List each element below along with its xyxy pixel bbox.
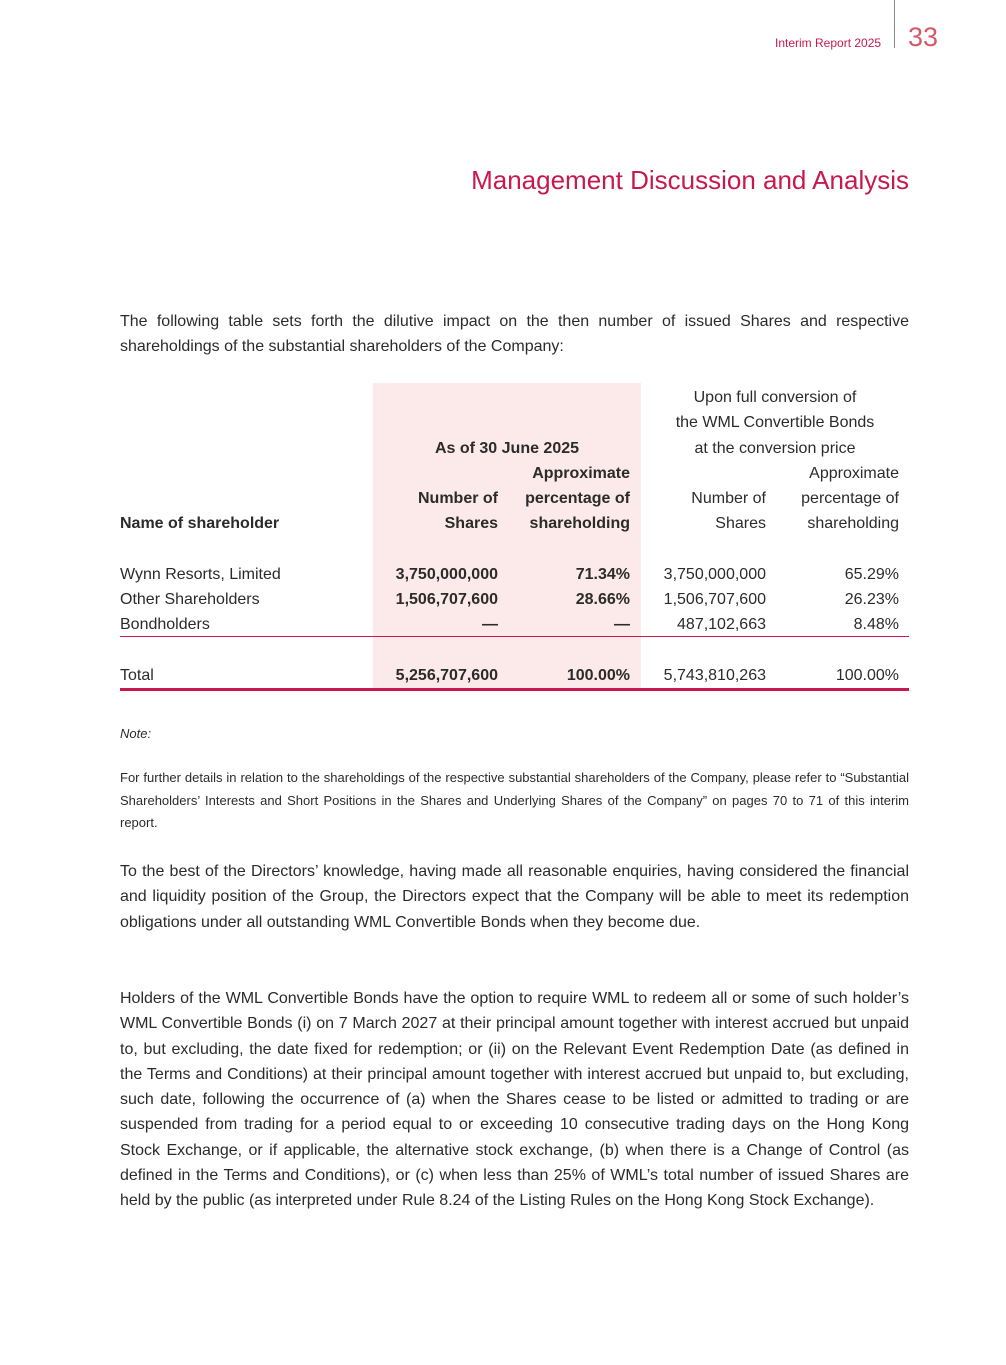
total-shares-conversion: 5,743,810,263	[663, 667, 766, 684]
total-label: Total	[120, 667, 154, 684]
name-column-header: Name of shareholder	[120, 515, 280, 532]
conversion-pct-header-line2: percentage of	[801, 490, 899, 507]
current-pct-header-line1: Approximate	[532, 465, 630, 482]
row-name: Wynn Resorts, Limited	[120, 566, 281, 583]
conversion-header-line1: Upon full conversion of	[693, 389, 857, 406]
note-label: Note:	[120, 726, 152, 741]
conversion-shares-header-line1: Number of	[691, 490, 766, 507]
subtotal-divider	[120, 636, 909, 637]
row-shares-current: 1,506,707,600	[395, 591, 498, 608]
total-pct-conversion: 100.00%	[835, 667, 899, 684]
row-pct-conversion: 26.23%	[844, 591, 899, 608]
report-name: Interim Report 2025	[775, 36, 882, 50]
intro-text: The following table sets forth the dilutive impact on the then number of issued Shares and respective shareholdings of the substantial shareholders of the Company:	[120, 313, 909, 355]
highlighted-column-background	[373, 383, 641, 690]
row-pct-conversion: 8.48%	[853, 616, 899, 633]
paragraph-redemption-option: Holders of the WML Convertible Bonds have the option to require WML to redeem all or some of such holder’s WML Convertible Bonds (i) on 7 March 2027 at their principal amount together with interest accrued but unpaid to, but excluding, the date fixed for redemption; or (ii) on the Relevant Event Redemption Date (as defined in the Terms and Conditions) at their principal amount together with interest accrued but unpaid to, but excluding, such date, following the occurrence of (a) when the Shares cease to be listed or admitted to trading or are suspended from trading for a period equal to or exceeding 10 consecutive trading days on the Hong Kong Stock Exchange, or if applicable, the alternative stock exchange, (b) when there is a Change of Control (as defined in the Terms and Conditions), or (c) when less than 25% of WML’s total number of issued Shares are held by the public (as interpreted under Rule 8.24 of the Listing Rules on the Hong Kong Stock Exchange).	[120, 990, 909, 1210]
conversion-pct-header-line1: Approximate	[809, 465, 899, 482]
row-pct-current: 28.66%	[575, 591, 630, 608]
header-divider	[894, 0, 895, 48]
total-divider	[120, 688, 909, 691]
row-name: Bondholders	[120, 616, 210, 633]
conversion-shares-header-line2: Shares	[715, 515, 766, 532]
row-shares-current: —	[482, 616, 498, 633]
section-title: Management Discussion and Analysis	[471, 165, 909, 195]
current-shares-header-line1: Number of	[418, 490, 498, 507]
row-shares-current: 3,750,000,000	[395, 566, 498, 583]
paragraph-redemption-ability: To the best of the Directors’ knowledge, having made all reasonable enquiries, having considered the financial and liquidity position of the Group, the Directors expect that the Company will be able to meet its redemption obligations under all outstanding WML Convertible Bonds when they become due.	[120, 863, 909, 931]
total-pct-current: 100.00%	[566, 667, 630, 684]
row-pct-current: 71.34%	[575, 566, 630, 583]
total-shares-current: 5,256,707,600	[395, 667, 498, 684]
row-name: Other Shareholders	[120, 591, 260, 608]
current-header: As of 30 June 2025	[434, 440, 580, 457]
conversion-pct-header-line3: shareholding	[807, 515, 899, 532]
row-shares-conversion: 487,102,663	[677, 616, 766, 633]
note-text: For further details in relation to the shareholdings of the respective substantial shareholders of the Company, please refer to “Substantial Shareholders’ Interests and Short Positions in the Shares and Underlying Shares of the Company” on pages 70 to 71 of this interim report.	[120, 770, 909, 830]
conversion-header-line2: the WML Convertible Bonds	[675, 414, 875, 431]
current-pct-header-line3: shareholding	[529, 515, 630, 532]
row-pct-current: —	[614, 616, 630, 633]
conversion-header-line3: at the conversion price	[694, 440, 856, 457]
page-number: 33	[908, 22, 939, 52]
row-pct-conversion: 65.29%	[844, 566, 899, 583]
current-pct-header-line2: percentage of	[525, 490, 630, 507]
row-shares-conversion: 1,506,707,600	[663, 591, 766, 608]
current-shares-header-line2: Shares	[444, 515, 498, 532]
row-shares-conversion: 3,750,000,000	[663, 566, 766, 583]
